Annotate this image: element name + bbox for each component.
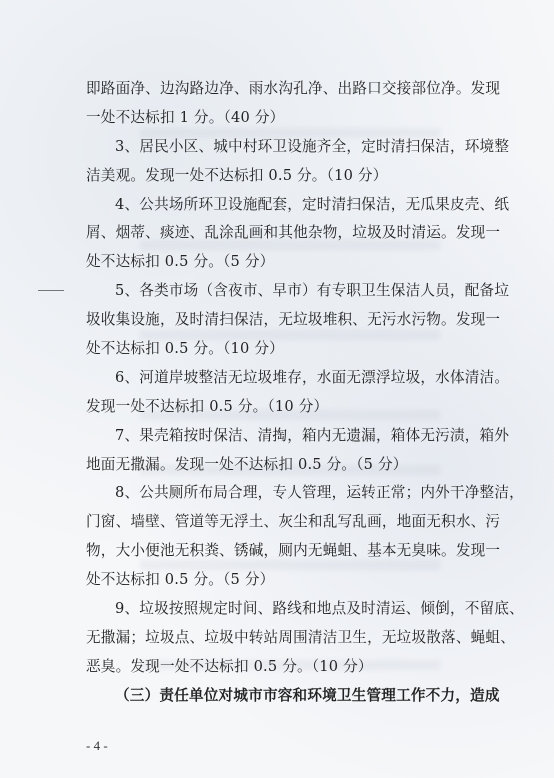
text-line: 3、居民小区、城中村环卫设施齐全，定时清扫保洁，环境整 [115,137,510,155]
text-line: 门窗、墙壁、管道等无浮土、灰尘和乱写乱画，地面无积水、污 [86,513,501,531]
text-line: 7、果壳箱按时保洁、清掏，箱内无遗漏，箱体无污渍，箱外 [115,426,510,444]
text-line: 6、河道岸坡整洁无垃圾堆存，水面无漂浮垃圾，水体清洁。 [115,368,510,386]
page-number: - 4 - [86,738,108,753]
text-line: 4、公共场所环卫设施配套，定时清扫保洁，无瓜果皮壳、纸 [115,195,510,213]
text-line: 地面无撒漏。发现一处不达标扣 0.5 分。（5 分） [86,455,408,473]
text-line: 无撒漏；垃圾点、垃圾中转站周围清洁卫生，无垃圾散落、蝇蛆、 [86,628,516,646]
text-line: 洁美观。发现一处不达标扣 0.5 分。（10 分） [86,166,388,184]
text-line: 一处不达标扣 1 分。（40 分） [86,108,285,126]
text-line: 5、各类市场（含夜市、早市）有专职卫生保洁人员，配备垃 [115,282,510,300]
text-line: 物，大小便池无积粪、锈碱，厕内无蝇蛆、基本无臭味。发现一 [86,542,501,560]
text-line: 恶臭。发现一处不达标扣 0.5 分。（10 分） [86,657,373,675]
text-line: 8、公共厕所布局合理，专人管理，运转正常；内外干净整洁， [115,484,524,502]
section-heading-line: （三）责任单位对城市市容和环境卫生管理工作不力，造成 [115,686,500,704]
text-line: 屑、烟蒂、痰迹、乱涂乱画和其他杂物，垃圾及时清运。发现一 [86,224,501,242]
text-line: 处不达标扣 0.5 分。（5 分） [86,571,275,589]
text-line: 即路面净、边沟路边净、雨水沟孔净、出路口交接部位净。发现 [86,80,501,97]
text-line: 发现一处不达标扣 0.5 分。（10 分） [86,397,329,415]
text-line: 9、垃圾按照规定时间、路线和地点及时清运、倾倒，不留底、 [115,600,524,618]
text-line: 处不达标扣 0.5 分。（5 分） [86,253,275,271]
document-body [86,75,526,711]
fold-mark [38,290,64,291]
text-line: 处不达标扣 0.5 分。（10 分） [86,340,284,358]
text-line: 圾收集设施，及时清扫保洁，无垃圾堆积、无污水污物。发现一 [86,311,501,329]
